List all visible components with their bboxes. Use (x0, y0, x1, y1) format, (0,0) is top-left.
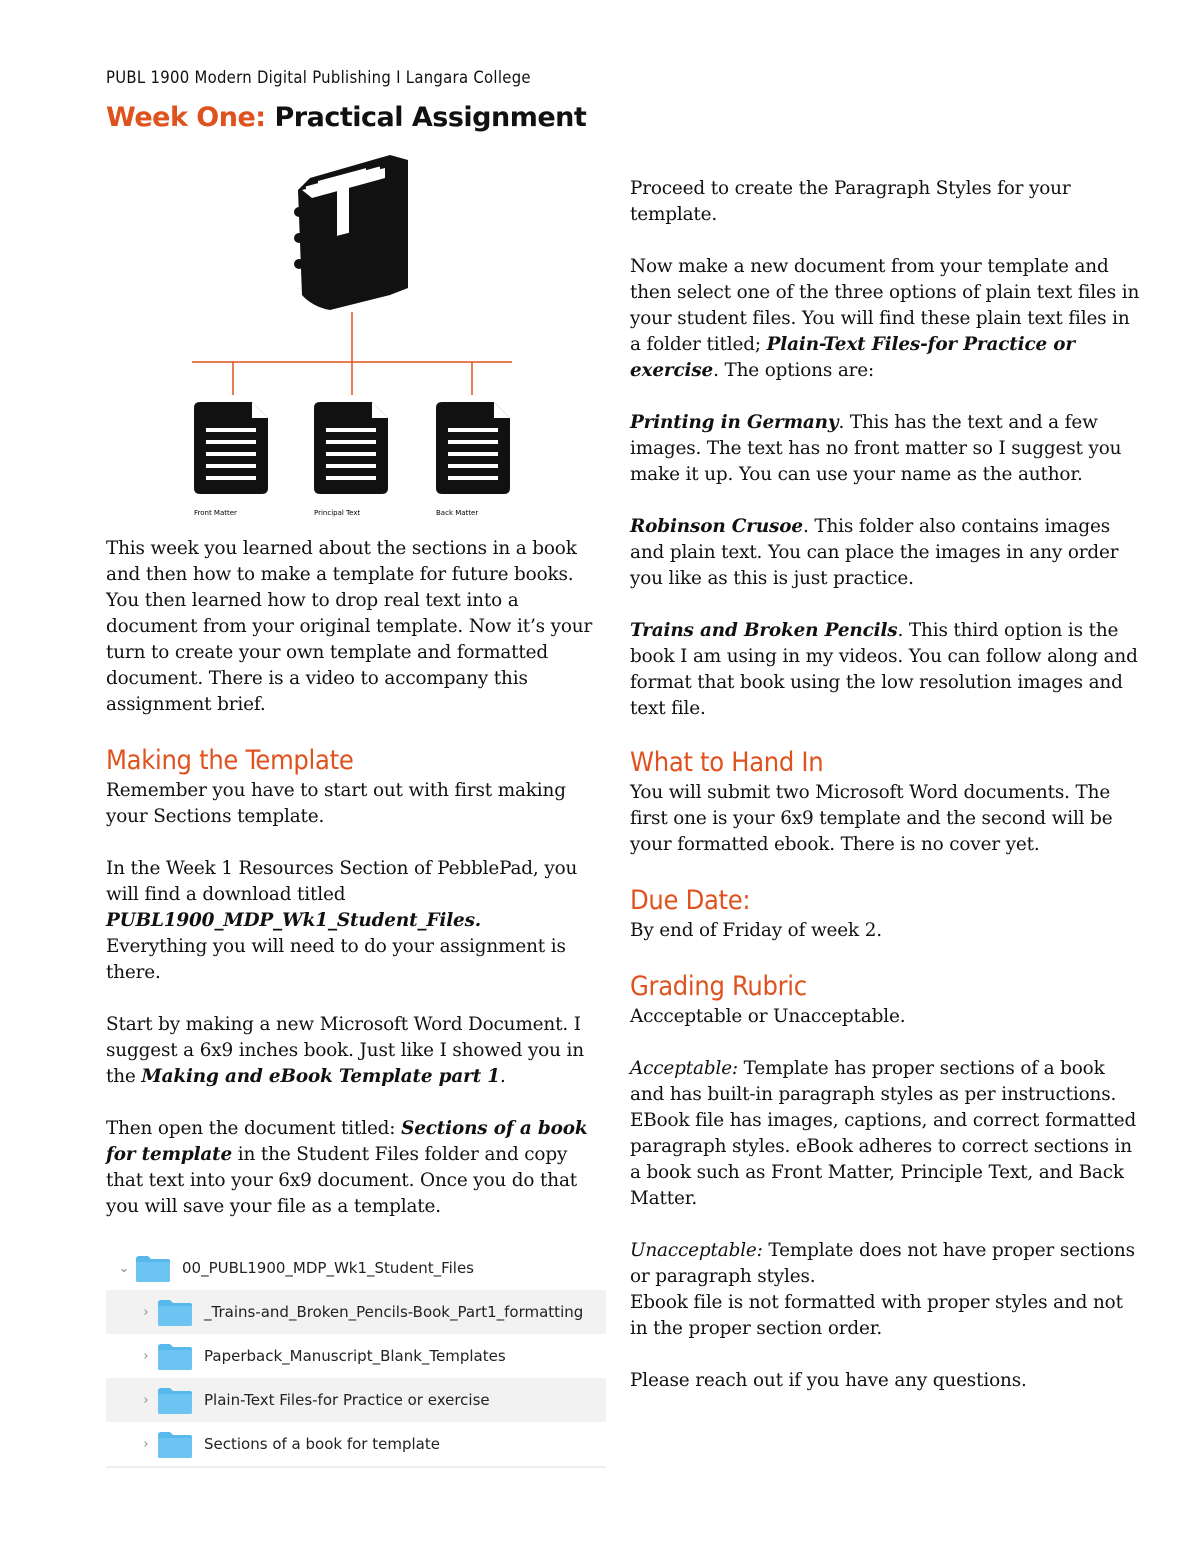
chevron-right-icon[interactable]: › (143, 1348, 149, 1364)
paragraph-open (106, 1116, 606, 1220)
label-back-matter: Back Matter (436, 509, 479, 517)
open-text-2: in the Student Files folder and copy that text into your 6x9 document. Once you do that you will save your file as a template. (106, 1144, 578, 1217)
finder-folder-row[interactable] (106, 1290, 606, 1334)
title-rest: Practical Assignment (274, 102, 587, 133)
label-principal-text: Principal Text (314, 509, 361, 517)
paragraph-new-document (630, 254, 1140, 384)
chevron-down-icon[interactable]: ⌄ (118, 1260, 130, 1276)
folder-icon (156, 1429, 194, 1459)
paragraph-hand-in: You will submit two Microsoft Word documents. The first one is your 6x9 template and the second will be your formatted ebook. There is no cover yet. (630, 782, 1113, 855)
option-robinson-crusoe (630, 514, 1140, 592)
paragraph-resources (106, 856, 606, 986)
paragraph-acceptable (630, 1056, 1140, 1212)
folder-icon (134, 1253, 172, 1283)
page-title (106, 102, 586, 133)
option-text: . This folder also contains images and plain text. You can place the images in any order you like as this is just practice. (630, 516, 1119, 589)
finder-folder-row[interactable] (106, 1334, 606, 1378)
left-column (106, 536, 606, 1246)
paragraph-remember: Remember you have to start out with first making your Sections template. (106, 780, 566, 827)
student-files-name: PUBL1900_MDP_Wk1_Student_Files. (106, 910, 482, 931)
chevron-right-icon[interactable]: › (143, 1304, 149, 1320)
label-front-matter: Front Matter (194, 509, 237, 517)
paragraph-proceed: Proceed to create the Paragraph Styles for your template. (630, 178, 1071, 225)
plain-text-folder-name: Plain-Text Files-for Practice or exercise (630, 334, 1075, 381)
acceptable-text: Template has proper sections of a book and has built-in paragraph styles as per instructions. EBook file has images, captions, and correct formatted paragraph styles. eBook adheres to correct sections in a book such as Front Matter, Principle Text, and Back Matter. (630, 1058, 1137, 1209)
document-icon-principal (314, 402, 388, 494)
new-doc-text: Now make a new document from your template and then select one of the three options of plain text files in your student files. You will find these plain text files in a folder titled; (630, 256, 1140, 355)
option-text: . This third option is the book I am using in my videos. You can follow along and format that book using the low resolution images and text file. (630, 620, 1138, 719)
paragraph-start (106, 1012, 606, 1090)
document-icon-back (436, 402, 510, 494)
course-header: PUBL 1900 Modern Digital Publishing I Langara College (106, 68, 531, 87)
right-column (630, 176, 1140, 1420)
heading-due-date: Due Date: (630, 885, 751, 916)
finder-root-row[interactable] (106, 1246, 606, 1290)
heading-grading-rubric: Grading Rubric (630, 971, 807, 1002)
finder-folder-row[interactable] (106, 1378, 606, 1422)
title-week: Week One: (106, 102, 266, 133)
finder-folder-label: Sections of a book for template (204, 1435, 440, 1453)
making-ebook-title: Making and eBook Template part 1 (141, 1066, 500, 1087)
paragraph-unacceptable (630, 1238, 1140, 1342)
finder-folder-label: Plain-Text Files-for Practice or exercise (204, 1391, 490, 1409)
option-title: Trains and Broken Pencils (630, 620, 898, 641)
folder-icon (156, 1385, 194, 1415)
option-printing-germany (630, 410, 1140, 488)
option-title: Printing in Germany (630, 412, 839, 433)
finder-folder-label: _Trains-and_Broken_Pencils-Book_Part1_formatting (204, 1303, 584, 1321)
heading-what-to-hand-in: What to Hand In (630, 747, 824, 778)
heading-making-template: Making the Template (106, 745, 354, 776)
finder-folder-row[interactable] (106, 1422, 606, 1468)
finder-folder-list (106, 1246, 606, 1468)
folder-icon (156, 1341, 194, 1371)
unacceptable-text: Template does not have proper sections or paragraph styles. (630, 1240, 1135, 1287)
folder-icon (156, 1297, 194, 1327)
paragraph-closing: Please reach out if you have any questions. (630, 1370, 1027, 1391)
unacceptable-label: Unacceptable: (630, 1240, 763, 1261)
document-icon-front (194, 402, 268, 494)
paragraph-grading: Accceptable or Unacceptable. (630, 1006, 906, 1027)
intro-paragraph: This week you learned about the sections in a book and then how to make a template for future books. You then learned how to drop real text into a document from your original template. Now it’s your turn to create your own template and formatted document. There is a video to accompany this assignment brief. (106, 538, 593, 715)
chevron-right-icon[interactable]: › (143, 1436, 149, 1452)
unacceptable-text-2: Ebook file is not formatted with proper styles and not in the proper section order. (630, 1292, 1123, 1339)
start-end: . (499, 1066, 506, 1087)
start-text: Start by making a new Microsoft Word Document. I suggest a 6x9 inches book. Just like I showed you in the (106, 1014, 584, 1087)
open-text: Then open the document titled: (106, 1118, 396, 1139)
diagram-connectors (192, 312, 512, 395)
book-sections-diagram (180, 150, 530, 525)
paragraph-due-date: By end of Friday of week 2. (630, 920, 882, 941)
book-icon (294, 155, 408, 310)
resources-text: In the Week 1 Resources Section of PebblePad, you will find a download titled (106, 858, 578, 905)
finder-folder-label: Paperback_Manuscript_Blank_Templates (204, 1347, 506, 1365)
resources-text-2: Everything you will need to do your assignment is there. (106, 936, 566, 983)
chevron-right-icon[interactable]: › (143, 1392, 149, 1408)
option-trains-pencils (630, 618, 1140, 722)
option-title: Robinson Crusoe (630, 516, 803, 537)
option-text: . This has the text and a few images. The text has no front matter so I suggest you make it up. You can use your name as the author. (630, 412, 1122, 485)
options-are: . The options are: (713, 360, 875, 381)
acceptable-label: Acceptable: (630, 1058, 738, 1079)
finder-root-label: 00_PUBL1900_MDP_Wk1_Student_Files (182, 1259, 474, 1277)
sections-doc-title: Sections of a book for template (106, 1118, 588, 1165)
